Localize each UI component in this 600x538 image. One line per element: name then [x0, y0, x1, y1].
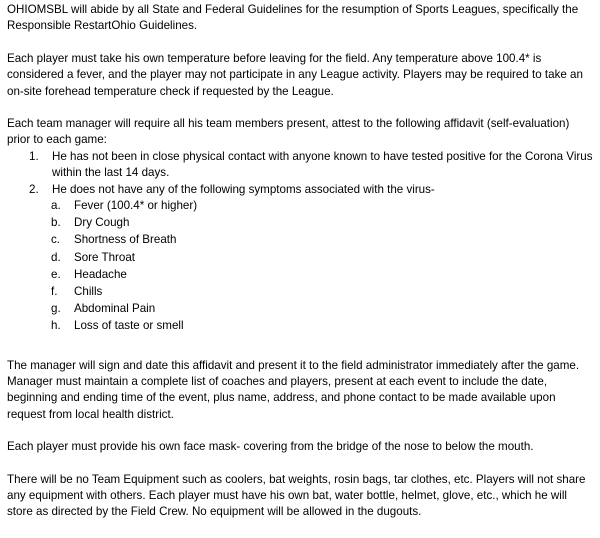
list-item: [7, 149, 595, 182]
symptom-text: Chills: [74, 285, 103, 298]
paragraph-temperature: Each player must take his own temperature before leaving for the field. Any temperature above 100.4* is considered a fever, and the player may not participate in any League activity. Players may be required to take an on-site forehead temperature check if requested by the League.: [7, 51, 583, 98]
list-number: 2.: [29, 182, 39, 196]
symptom-letter: e.: [51, 267, 61, 281]
symptom-item: [7, 250, 595, 267]
paragraph-equipment: There will be no Team Equipment such as coolers, bat weights, rosin bags, tar clothes, etc. Players will not share any equipment with others. Each player must have his own bat, water bottle, helmet, glove, etc., which he will store as directed by the Field Crew. No equipment will be allowed in the dugouts.: [7, 472, 586, 519]
symptom-item: [7, 232, 595, 249]
paragraph-face-mask: Each player must provide his own face mask- covering from the bridge of the nose to below the mouth.: [7, 440, 534, 454]
symptom-item: [7, 284, 595, 301]
symptom-text: Headache: [74, 267, 127, 281]
spacer: [7, 336, 595, 358]
spacer: [7, 456, 595, 472]
symptom-item: [7, 301, 595, 318]
symptom-item: [7, 198, 595, 215]
symptom-letter: c.: [51, 233, 61, 247]
paragraph-affidavit: Each team manager will require all his team members present, attest to the following affidavit (self-evaluation) prior to each game:: [7, 117, 570, 147]
symptom-letter: b.: [51, 216, 61, 230]
symptom-letter: h.: [51, 319, 61, 333]
symptom-item: [7, 267, 595, 284]
symptom-text: Shortness of Breath: [74, 233, 177, 247]
symptom-letter: f.: [51, 285, 58, 298]
document-body: [7, 2, 595, 521]
symptom-letter: g.: [51, 302, 61, 316]
symptom-letter: d.: [51, 250, 61, 264]
paragraph-guidelines: OHIOMSBL will abide by all State and Federal Guidelines for the resumption of Sports Leagues, specifically the Responsible RestartOhio Guidelines.: [7, 3, 579, 33]
symptom-text: Dry Cough: [74, 216, 130, 230]
symptom-text: Fever (100.4* or higher): [74, 199, 198, 213]
paragraph-manager: The manager will sign and date this affidavit and present it to the field administrator immediately after the game. Manager must maintain a complete list of coaches and players, present at each event to include the date, beginning and ending time of the event, plus name, address, and phone contact to be made available upon request from local health district.: [7, 358, 580, 421]
list-number: 1.: [29, 149, 39, 163]
spacer: [7, 423, 595, 439]
list-text: He has not been in close physical contact with anyone known to have tested positive for the Corona Virus within the last 14 days.: [52, 149, 593, 180]
symptom-text: Sore Throat: [74, 250, 136, 264]
list-item: [7, 182, 595, 198]
symptom-letter: a.: [51, 199, 61, 213]
symptom-item: [7, 318, 595, 335]
spacer: [7, 100, 595, 116]
symptom-text: Abdominal Pain: [74, 302, 156, 316]
spacer: [7, 35, 595, 51]
symptom-item: [7, 215, 595, 232]
symptom-text: Loss of taste or smell: [74, 319, 184, 333]
list-text: He does not have any of the following symptoms associated with the virus-: [52, 182, 435, 196]
